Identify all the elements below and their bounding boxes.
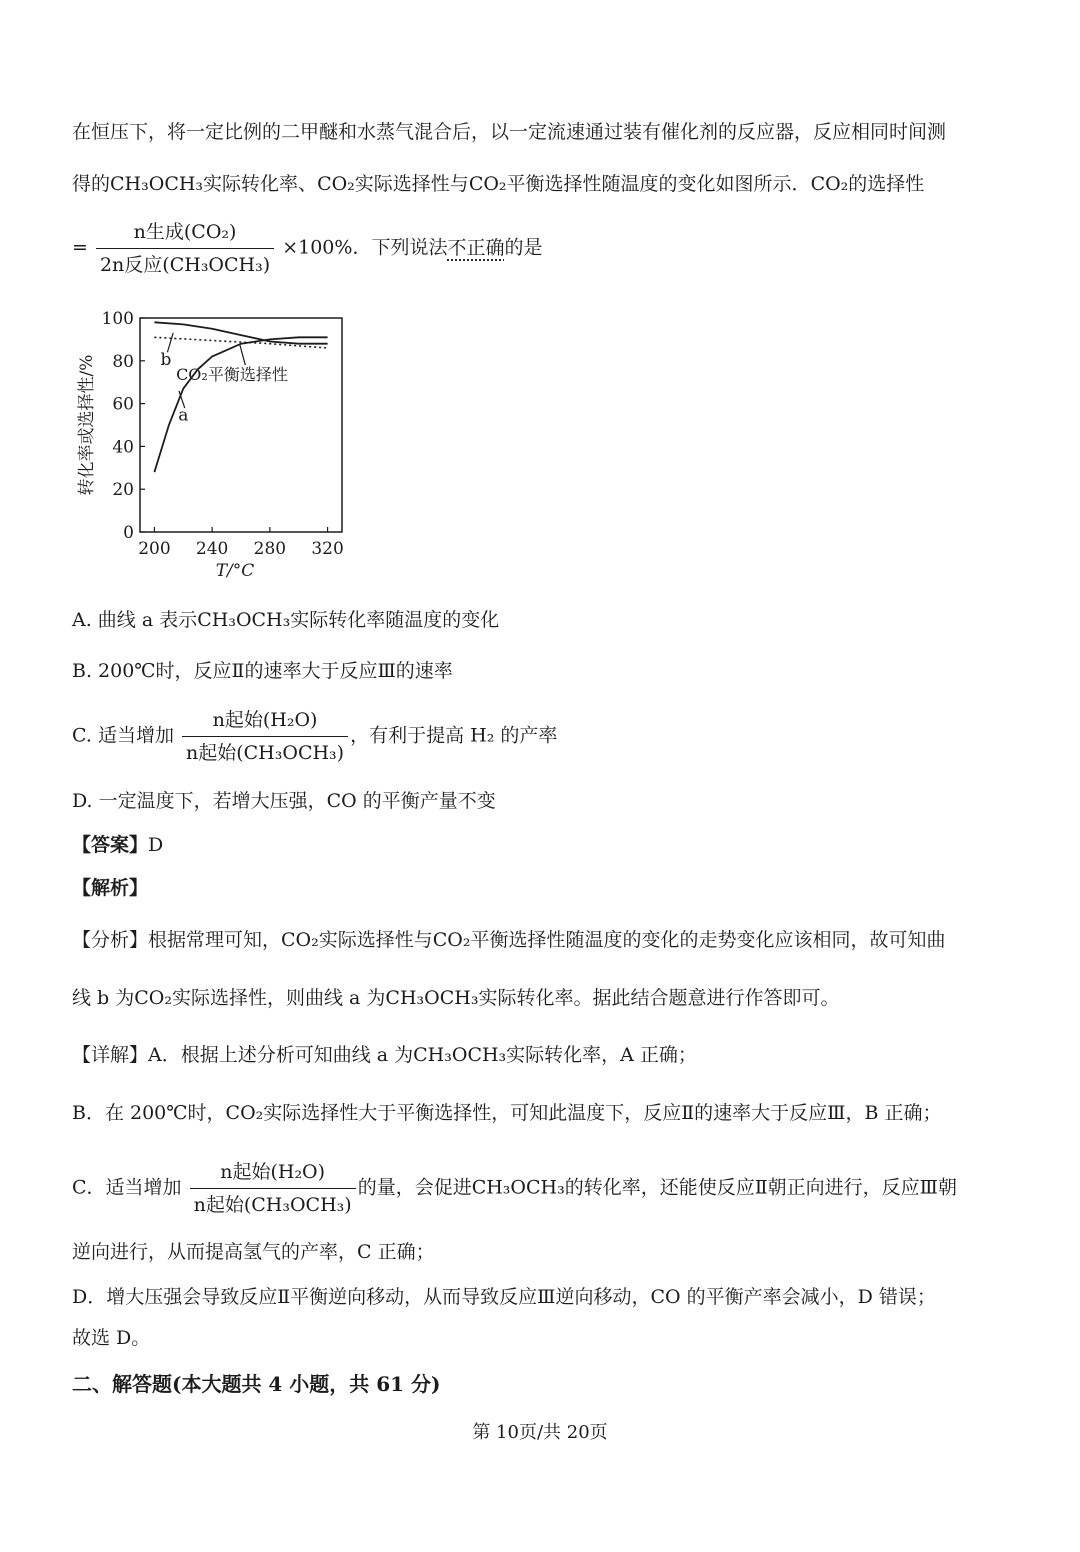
annotation-leader [240, 344, 246, 365]
detail-a [72, 1041, 697, 1069]
option-b: B. 200℃时，反应Ⅱ的速率大于反应Ⅲ的速率 [72, 660, 453, 682]
option-c-fraction [182, 706, 348, 767]
text-segment: 【分析】根据常理可知， [72, 929, 282, 951]
answer-label: 【答案】 [72, 834, 149, 856]
y-tick-label: 40 [112, 437, 134, 458]
analysis-label: 【解析】 [72, 877, 149, 899]
selectivity-formula [72, 218, 542, 279]
formula-co2: CO₂ [134, 987, 172, 1009]
question-line-1: 在恒压下，将一定比例的二甲醚和水蒸气混合后，以一定流速通过装有催化剂的反应器，反应相同时间测 [72, 121, 947, 143]
option-a-prefix: A. 曲线 a 表示 [72, 609, 198, 631]
fraction-denominator: 2n反应(CH₃OCH₃) [99, 254, 271, 276]
detail-c-fraction [190, 1158, 356, 1219]
text-segment: 的是 [504, 236, 543, 259]
option-a [72, 606, 499, 634]
page-footer: 第 10页/共 20页 [472, 1422, 608, 1443]
formula-ch3och3: CH₃OCH₃ [110, 173, 204, 195]
y-tick-label: 60 [112, 394, 134, 415]
text-segment: 实际选择性，则曲线 a 为 [171, 987, 386, 1009]
text-segment: 实际转化率。据此结合题意进行作答即可。 [478, 987, 840, 1009]
x-axis-label: T/°C [215, 561, 255, 581]
formula-ch3och3: CH₃OCH₃ [413, 1044, 507, 1066]
option-c-text: ，有利于提高 H₂ 的产率 [350, 724, 558, 747]
text-segment: 实际选择性与 [354, 173, 469, 195]
selectivity-fraction [96, 218, 274, 279]
y-axis-ticks [102, 309, 145, 543]
fraction-numerator: n起始(H₂O) [190, 1158, 356, 1189]
text-segment: 实际转化率，A 正确； [506, 1044, 697, 1066]
fenxi-line-2 [72, 984, 839, 1012]
formula-ch3och3: CH₃OCH₃ [197, 609, 291, 631]
text-segment: 的转化率，还能使反应Ⅱ朝正向进行，反应Ⅲ朝 [564, 1176, 957, 1199]
option-c [72, 706, 557, 767]
conclusion: 故选 D。 [72, 1327, 151, 1349]
formula-ch3och3: CH₃OCH₃ [385, 987, 479, 1009]
detail-d: D．增大压强会导致反应Ⅱ平衡逆向移动，从而导致反应Ⅲ逆向移动，CO 的平衡产率会减小，D 错误； [72, 1286, 936, 1308]
text-segment: 【详解】A．根据上述分析可知曲线 a 为 [72, 1044, 414, 1066]
emphasis-text: 不正确 [447, 236, 505, 259]
formula-co2: CO₂ [468, 173, 507, 195]
conversion-selectivity-chart [60, 300, 360, 590]
annotation-label: a [178, 405, 189, 426]
series-line-0 [154, 337, 327, 472]
x-tick-label: 240 [195, 539, 229, 559]
text-segment: 的选择性 [848, 173, 925, 195]
y-tick-label: 100 [101, 309, 134, 329]
question-line-2 [72, 170, 924, 198]
annotation-label: b [160, 350, 172, 371]
equals-sign: = [72, 236, 88, 259]
text-segment: B．在 200℃时， [72, 1102, 226, 1124]
text-segment: 实际转化率、 [203, 173, 318, 195]
section-heading: 二、解答题(本大题共 4 小题，共 61 分) [72, 1372, 441, 1396]
formula-co2: CO₂ [432, 929, 471, 951]
y-tick-label: 0 [123, 523, 134, 543]
text-segment: 线 b 为 [72, 987, 135, 1009]
series-line-1 [154, 322, 327, 343]
annotation-layer [161, 333, 288, 426]
formula-co2: CO₂ [281, 929, 319, 951]
text-segment: 实际选择性与 [318, 929, 433, 951]
fraction-numerator: n起始(H₂O) [182, 706, 348, 737]
text-segment: 实际选择性大于平衡选择性，可知此温度下，反应Ⅱ的速率大于反应Ⅲ，B 正确； [263, 1102, 942, 1124]
detail-c [72, 1158, 957, 1219]
series-layer [154, 322, 327, 472]
formula-co2: CO₂ [225, 1102, 264, 1124]
answer-line [72, 831, 163, 859]
option-c-prefix: C. 适当增加 [72, 724, 174, 747]
text-segment: ×100%．下列说法 [282, 236, 448, 259]
fraction-denominator: n起始(CH₃OCH₃) [193, 1194, 352, 1216]
x-tick-label: 280 [253, 539, 287, 559]
y-tick-label: 80 [112, 351, 134, 372]
text-segment: 平衡选择性随温度的变化的走势变化应该相同，故可知曲 [470, 929, 946, 951]
formula-ch3och3: CH₃OCH₃ [471, 1176, 565, 1199]
fraction-denominator: n起始(CH₃OCH₃) [186, 742, 345, 764]
y-axis-label: 转化率或选择性/% [77, 354, 97, 496]
formula-co2: CO₂ [810, 173, 849, 195]
series-line-2 [154, 337, 327, 348]
annotation-label: CO₂平衡选择性 [176, 365, 288, 385]
x-tick-label: 200 [138, 539, 171, 559]
x-tick-label: 320 [311, 539, 344, 559]
detail-b [72, 1099, 942, 1127]
formula-co2: CO₂ [317, 173, 355, 195]
fraction-numerator: n生成(CO₂) [96, 218, 274, 249]
option-a-text: 实际转化率随温度的变化 [290, 609, 500, 631]
text-segment: 的量，会促进 [357, 1176, 472, 1199]
text-segment: C．适当增加 [72, 1176, 182, 1199]
answer-value: D [148, 834, 164, 856]
detail-c-line-2: 逆向进行，从而提高氢气的产率，C 正确； [72, 1241, 435, 1263]
fenxi-line-1 [72, 926, 946, 954]
option-d: D. 一定温度下，若增大压强，CO 的平衡产量不变 [72, 790, 496, 812]
text-segment: 得的 [72, 173, 111, 195]
y-tick-label: 20 [112, 480, 134, 501]
text-segment: 平衡选择性随温度的变化如图所示． [506, 173, 811, 195]
